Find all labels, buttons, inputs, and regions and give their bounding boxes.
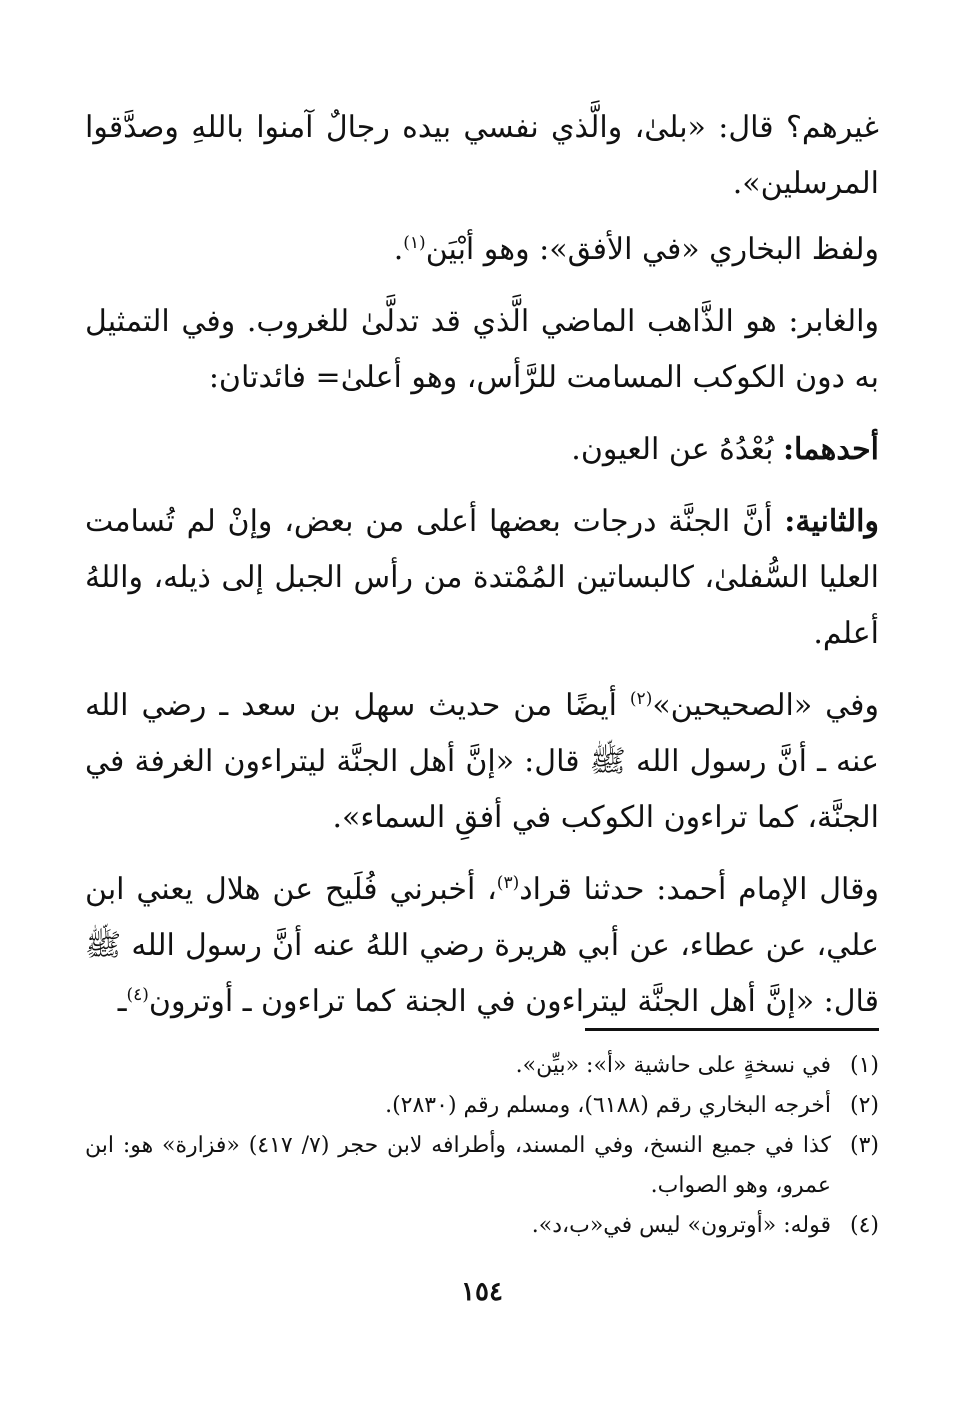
paragraph: ولفظ البخاري «في الأفق»: وهو أبْيَن$^{(١)}$. bbox=[393, 232, 879, 267]
paragraph: غيرهم؟ قال: «بلىٰ، والَّذي نفسي بيده رجالٌ آمنوا باللهِ وصدَّقوا المرسلين». bbox=[85, 110, 879, 201]
footnote-number: (٢) bbox=[849, 1093, 879, 1118]
paragraph: وقال الإمام أحمد: حدثنا قراد$^{(٣)}$، أخبرني فُلَيح عن هلال يعني ابن علي، عن عطاء، عن أبي هريرة رضي اللهُ عنه أنَّ رسول الله ﷺ قال: «إنَّ أهل الجنَّة ليتراءون في الجنة كما تراءون ـ أوترون$^{(٤)}$ـ bbox=[85, 872, 879, 1019]
footnote bbox=[85, 1086, 879, 1126]
footnote-number: (٣) bbox=[849, 1133, 879, 1158]
footnote-ref[interactable]: (١) bbox=[403, 233, 426, 253]
footnote-separator bbox=[585, 1028, 879, 1031]
footnote-text: أخرجه البخاري رقم (٦١٨٨)، ومسلم رقم (٢٨٣٠). bbox=[385, 1093, 831, 1118]
footnote-ref[interactable]: (٤) bbox=[126, 985, 149, 1005]
footnote-number: (٤) bbox=[849, 1213, 879, 1238]
footnote-number: (١) bbox=[849, 1053, 879, 1078]
paragraph: والغابر: هو الذَّاهب الماضي الَّذي قد تدلَّىٰ للغروب. وفي التمثيل به دون الكوكب المسامت للرَّأس، وهو أعلىٰ= فائدتان: bbox=[85, 304, 879, 395]
paragraph: والثانية: أنَّ الجنَّة درجات بعضها أعلى من بعض، وإنْ لم تُسامت العليا السُّفلىٰ، كالبساتين المُمْتدة من رأس الجبل إلى ذيله، واللهُ أعلم. bbox=[85, 504, 879, 651]
footnote bbox=[85, 1046, 879, 1086]
paragraph: أحدهما: بُعْدُهُ عن العيون. bbox=[571, 432, 879, 467]
footnote bbox=[85, 1206, 879, 1246]
footnote-text: كذا في جميع النسخ، وفي المسند، وأطرافه لابن حجر (٧/ ٤١٧) «فزارة» هو: ابن عمرو، وهو الصواب. bbox=[85, 1133, 831, 1198]
footnotes bbox=[85, 1046, 879, 1246]
main-text bbox=[85, 100, 879, 1046]
footnote-text: قوله: «أوترون» ليس في«ب،د». bbox=[531, 1213, 831, 1238]
paragraph: وفي «الصحيحين»$^{(٢)}$ أيضًا من حديث سهل بن سعد ـ رضي الله عنه ـ أنَّ رسول الله ﷺ قال: «إنَّ أهل الجنَّة ليتراءون الغرفة في الجنَّة، كما تراءون الكوكب في أفقِ السماء». bbox=[85, 688, 879, 835]
footnote-ref[interactable]: (٣) bbox=[496, 873, 520, 893]
page-number: ١٥٤ bbox=[461, 1277, 503, 1307]
lead-word: والثانية: bbox=[784, 504, 879, 539]
footnote-ref[interactable]: (٢) bbox=[629, 689, 653, 709]
lead-word: أحدهما: bbox=[782, 432, 879, 467]
footnote-text: في نسخةٍ على حاشية «أ»: «بيِّن». bbox=[515, 1053, 831, 1078]
footnote bbox=[85, 1126, 879, 1206]
